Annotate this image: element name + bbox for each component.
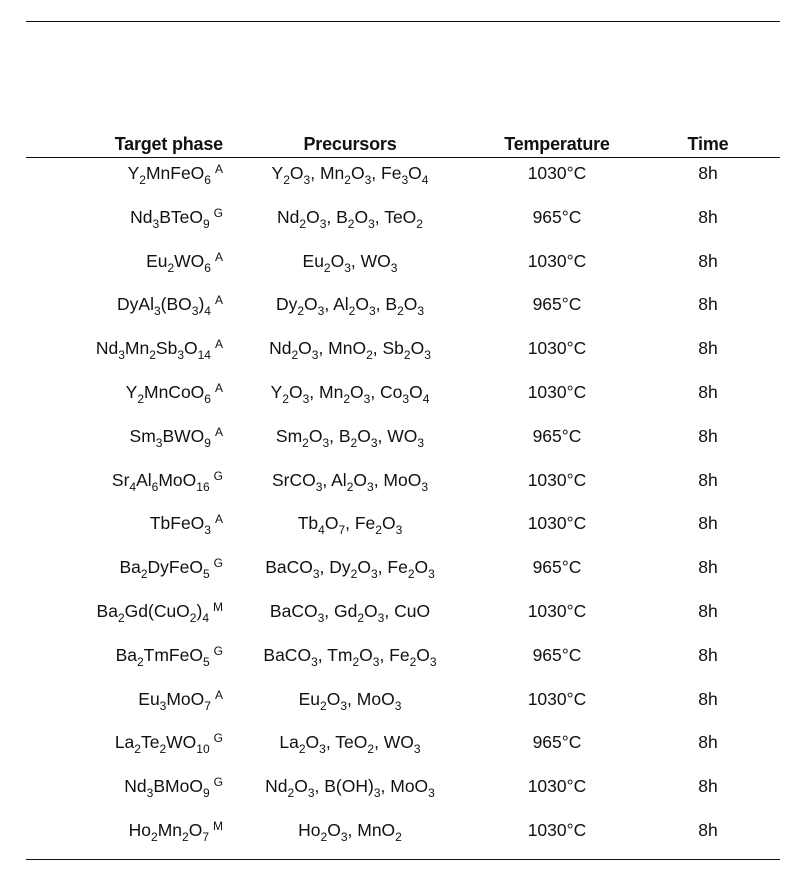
time-cell: 8h [698, 557, 718, 578]
target-phase-cell: $Sr_4Al_6MoO_{16}^G$ [111, 468, 223, 494]
source-marker: G [213, 643, 223, 658]
source-marker: M [213, 819, 223, 833]
precursors-cell: $Eu_2O_3$, MoO$_3$ [298, 688, 402, 713]
source-marker: A [214, 687, 223, 702]
temperature-cell: 965°C [532, 294, 582, 315]
source-marker: G [213, 556, 223, 571]
precursors-cell: $Ho_2O_3$, MnO$_2$ [298, 820, 402, 844]
time-cell: 8h [698, 732, 718, 753]
source-marker: A [214, 381, 223, 395]
time-cell: 8h [698, 644, 718, 665]
target-phase-cell: $Ba_2DyFeO_5^G$ [119, 556, 223, 582]
table-row [0, 292, 810, 322]
time-cell: 8h [698, 425, 718, 446]
precursors-cell: $Sm_2O_3$, $B_2O_3$, $WO_3$ [275, 425, 425, 450]
temperature-cell: 1030°C [527, 338, 587, 359]
time-cell: 8h [698, 688, 718, 709]
table-row [0, 161, 810, 191]
table-row [0, 249, 810, 279]
table-row [0, 336, 810, 366]
target-phase-cell: $Nd_3BTeO_9^G$ [130, 205, 223, 231]
table-row [0, 818, 810, 848]
source-marker: A [214, 337, 223, 352]
target-phase-cell: $Eu_3MoO_7^A$ [138, 687, 223, 713]
table-row [0, 730, 810, 760]
temperature-cell: 965°C [532, 644, 582, 665]
source-marker: G [213, 205, 223, 220]
source-marker: A [214, 249, 223, 264]
header-precursors: Precursors [303, 134, 397, 154]
time-cell: 8h [698, 250, 718, 271]
temperature-cell: 965°C [532, 206, 582, 227]
time-cell: 8h [698, 601, 718, 621]
table-row [0, 205, 810, 235]
header-time: Time [687, 134, 729, 154]
precursors-cell: $Nd_2O_3$, $B_2O_3$, TeO$_2$ [277, 206, 423, 231]
time-cell: 8h [698, 382, 718, 402]
temperature-cell: 1030°C [527, 776, 587, 797]
target-phase-cell: $Ba_2TmFeO_5^G$ [115, 643, 223, 669]
table-row [0, 555, 810, 585]
precursors-cell: $Y_2O_3$, $Mn_2O_3$, $Co_3O_4$ [270, 382, 430, 406]
target-phase-cell: $Sm_3BWO_9^A$ [129, 424, 223, 450]
time-cell: 8h [698, 513, 718, 534]
header-temperature: Temperature [504, 134, 610, 154]
source-marker: A [214, 424, 223, 439]
target-phase-cell: $Eu_2WO_6^A$ [146, 249, 223, 275]
target-phase-cell: $DyAl_3(BO_3)_4^A$ [117, 293, 223, 319]
table-row [0, 774, 810, 804]
time-cell: 8h [698, 469, 718, 490]
target-phase-cell: $Y_2MnFeO_6^A$ [127, 162, 223, 187]
temperature-cell: 1030°C [527, 820, 587, 840]
target-phase-cell: $Nd_3BMoO_9^G$ [124, 775, 223, 801]
time-cell: 8h [698, 776, 718, 797]
header-target-phase: Target phase [114, 134, 223, 154]
precursors-cell: $Dy_2O_3$, $Al_2O_3$, $B_2O_3$ [275, 294, 425, 319]
temperature-cell: 1030°C [527, 250, 587, 271]
temperature-cell: 1030°C [527, 688, 587, 709]
table-row [0, 643, 810, 673]
table-row [0, 468, 810, 498]
precursors-cell: $Nd_2O_3$, $B(OH)_3$, MoO$_3$ [265, 776, 435, 801]
table-bottom-rule [26, 859, 780, 860]
target-phase-cell: $Nd_3Mn_2Sb_3O_{14}^A$ [95, 337, 223, 363]
source-marker: G [213, 775, 223, 790]
table-row [0, 599, 810, 629]
precursors-cell: $La_2O_3$, TeO$_2$, $WO_3$ [279, 732, 421, 757]
time-cell: 8h [698, 294, 718, 315]
table-row [0, 424, 810, 454]
source-marker: G [213, 468, 223, 483]
precursors-cell: $Eu_2O_3$, $WO_3$ [302, 250, 398, 275]
precursors-cell: BaCO$_3$, $Gd_2O_3$, CuO [269, 601, 431, 625]
temperature-cell: 1030°C [527, 601, 587, 621]
source-marker: A [214, 162, 223, 176]
target-phase-cell: $Ho_2Mn_2O_7^M$ [128, 819, 223, 844]
precursors-cell: SrCO$_3$, $Al_2O_3$, MoO$_3$ [271, 469, 429, 494]
precursors-cell: BaCO$_3$, $Dy_2O_3$, $Fe_2O_3$ [265, 557, 435, 582]
table-row [0, 687, 810, 717]
precursors-cell: BaCO$_3$, $Tm_2O_3$, $Fe_2O_3$ [263, 644, 437, 669]
target-phase-cell: $Y_2MnCoO_6^A$ [125, 381, 223, 406]
source-marker: M [213, 600, 223, 614]
source-marker: G [213, 731, 223, 746]
target-phase-cell: TbFeO$_3^A$ [149, 512, 223, 538]
precursors-cell: $Nd_2O_3$, MnO$_2$, $Sb_2O_3$ [269, 338, 431, 363]
temperature-cell: 965°C [532, 425, 582, 446]
time-cell: 8h [698, 206, 718, 227]
source-marker: A [214, 293, 223, 308]
table-top-rule [26, 21, 780, 22]
time-cell: 8h [698, 338, 718, 359]
temperature-cell: 1030°C [527, 382, 587, 402]
table-header-rule [26, 157, 780, 158]
precursors-cell: $Tb_4O_7$, $Fe_2O_3$ [297, 513, 403, 538]
time-cell: 8h [698, 820, 718, 840]
table-row [0, 511, 810, 541]
temperature-cell: 965°C [532, 732, 582, 753]
table-row [0, 380, 810, 410]
temperature-cell: 1030°C [527, 469, 587, 490]
time-cell: 8h [698, 163, 718, 183]
precursors-cell: $Y_2O_3$, $Mn_2O_3$, $Fe_3O_4$ [271, 163, 429, 187]
target-phase-cell: $Ba_2Gd(CuO_2)_4^M$ [96, 600, 223, 625]
temperature-cell: 965°C [532, 557, 582, 578]
target-phase-cell: $La_2Te_2WO_{10}^G$ [114, 731, 223, 757]
temperature-cell: 1030°C [527, 163, 587, 183]
temperature-cell: 1030°C [527, 513, 587, 534]
source-marker: A [214, 512, 223, 527]
